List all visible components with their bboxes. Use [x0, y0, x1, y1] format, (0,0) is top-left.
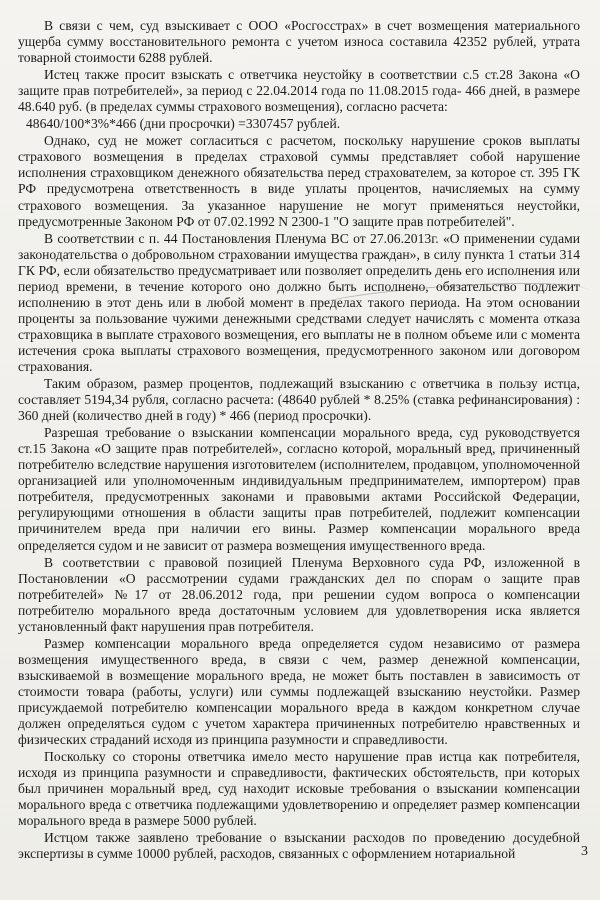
- paragraph: Истец также просит взыскать с ответчика неустойку в соответствии с.5 ст.28 Закона «О защите прав потребителей», за период с 22.04.2014 года по 11.08.2015 года- 466 дней, в размере 48.640 руб. (в пределах суммы страхового возмещения), согласно расчета:: [18, 67, 580, 115]
- paragraph: В связи с чем, суд взыскивает с ООО «Росгосстрах» в счет возмещения материального ущерба сумму восстановительного ремонта с учетом износа составила 42352 рублей, утрата товарной стоимости 6288 рублей.: [18, 18, 580, 66]
- paragraph: Однако, суд не может согласиться с расчетом, поскольку нарушение сроков выплаты страхового возмещения в пределах страховой суммы представляет собой нарушение исполнения страховщиком денежного обязательства перед страхователем, за которое ст. 395 ГК РФ предусмотрена ответственность в виде уплаты процентов, начисляемых на сумму страхового возмещения. За указанное нарушение не могут применяться неустойки, предусмотренные Законом РФ от 07.02.1992 N 2300-1 "О защите прав потребителей".: [18, 133, 580, 229]
- paragraph: В соответствии с правовой позицией Пленума Верховного суда РФ, изложенной в Постановлении «О рассмотрении судами гражданских дел по спорам о защите прав потребителей» №17 от 28.06.2012 года, при решении судом вопроса о компенсации потребителю морального вреда достаточным условием для удовлетворения иска является установленный факт нарушения прав потребителя.: [18, 554, 580, 634]
- calculation-line: 48640/100*3%*466 (дни просрочки) =3307457 рублей.: [26, 116, 341, 132]
- paragraph: В соответствии с п. 44 Постановления Пленума ВС от 27.06.2013г. «О применении судами законодательства о добровольном страховании имущества граждан», в силу пункта 1 статьи 314 ГК РФ, если обязательство предусматривает или позволяет определить день его исполнения или период времени, в течение которого оно должно быть исполнено, обязательство подлежит исполнению в этот день или в любой момент в пределах такого периода. На этом основании проценты за пользование чужими денежными средствами следует начислять с момента отказа страховщика в выплате страхового возмещения, его выплаты не в полном объеме или с момента истечения срока выплаты страхового возмещения, предусмотренного законом или договором страхования.: [18, 230, 580, 374]
- document-body: [18, 18, 580, 863]
- paragraph: Поскольку со стороны ответчика имело место нарушение прав истца как потребителя, исходя из принципа разумности и справедливости, фактических обстоятельств, при которых был причинен моральный вред, суд находит исковые требования о взыскании компенсации морального вреда с ответчика подлежащими удовлетворению и определяет размер компенсации морального вреда в размере 5000 рублей.: [18, 749, 580, 829]
- paragraph: Разрешая требование о взыскании компенсации морального вреда, суд руководствуется ст.15 Закона «О защите прав потребителей», согласно которой, моральный вред, причиненный потребителю вследствие нарушения изготовителем (исполнителем, продавцом, уполномоченной организацией или уполномоченным индивидуальным предпринимателем, импортером) прав потребителя, предусмотренных законами и правовыми актами Российской Федерации, регулирующими отношения в области защиты прав потребителей, подлежит компенсации причинителем вреда при наличии его вины. Размер компенсации морального вреда определяется судом и не зависит от размера возмещения имущественного вреда.: [18, 425, 580, 553]
- paragraph: Истцом также заявлено требование о взыскании расходов по проведению досудебной экспертизы в сумме 10000 рублей, расходов, связанных с оформлением нотариальной: [18, 830, 580, 862]
- page-number: 3: [581, 844, 588, 859]
- paragraph: Размер компенсации морального вреда определяется судом независимо от размера возмещения имущественного вреда, в связи с чем, размер денежной компенсации, взыскиваемой в возмещение морального вреда, не может быть поставлен в зависимость от стоимости товара (работы, услуги) или суммы подлежащей взысканию неустойки. Размер присуждаемой потребителю компенсации морального вреда в каждом конкретном случае должен определяться судом с учетом характера причиненных потребителю нравственных и физических страданий исходя из принципа разумности и справедливости.: [18, 635, 580, 748]
- paragraph: Таким образом, размер процентов, подлежащий взысканию с ответчика в пользу истца, составляет 5194,34 рубля, согласно расчета: (48640 рублей * 8.25% (ставка рефинансирования) : 360 дней (количество дней в году) * 466 (период просрочки).: [18, 376, 580, 424]
